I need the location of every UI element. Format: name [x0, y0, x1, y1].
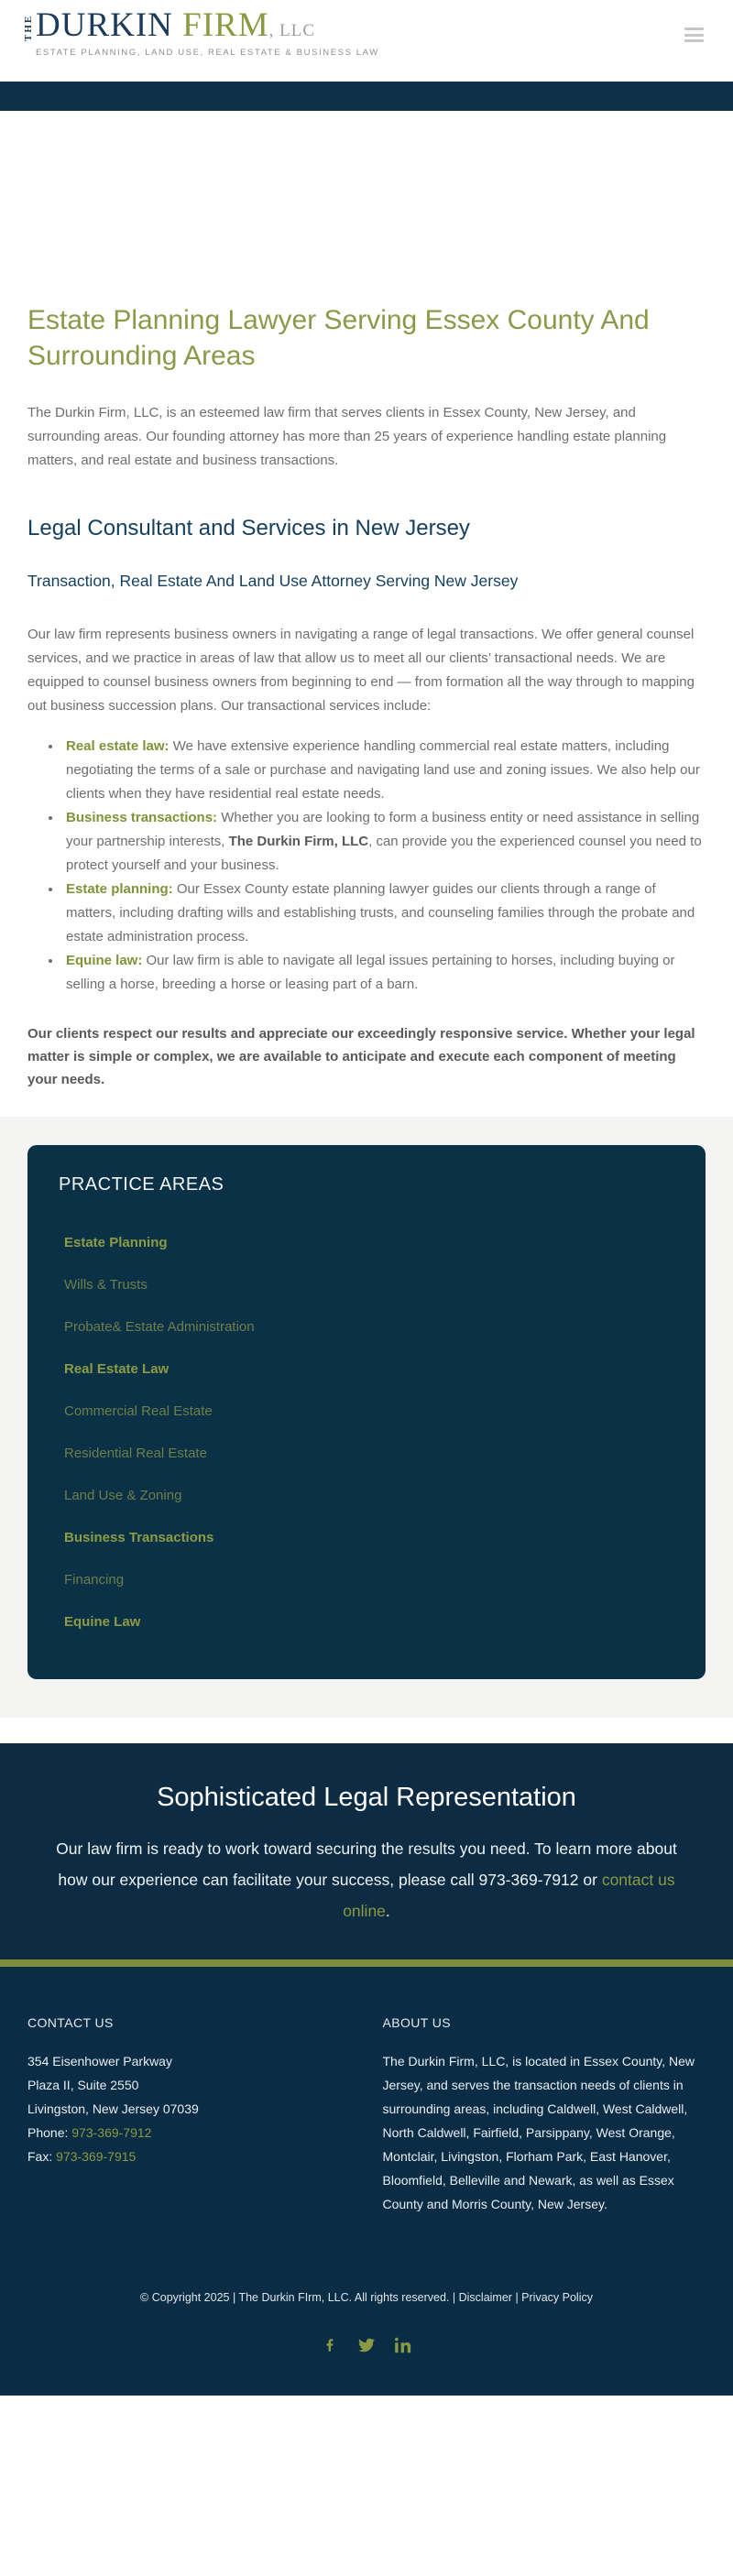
intro-paragraph: The Durkin Firm, LLC, is an esteemed law firm that serves clients in Essex County, New Jersey, and surrounding areas. Our founding attorney has more than 25 years of experience handling estate planning matters, and real estate and business transactions.	[27, 405, 667, 468]
practice-area-link-wills-trusts[interactable]: Wills & Trusts	[64, 1276, 148, 1293]
footer-about-text: The Durkin Firm, LLC, is located in Essex County, New Jersey, and serves the transaction needs of clients in surrounding areas, including Caldwell, West Caldwell, North Caldwell, Fairfield, Parsippany, West Orange, Montclair, Livingston, Florham Park, East Hanover, Bloomfield, Belleville and Newark, as well as Essex County and Morris County, New Jersey.	[382, 2054, 695, 2211]
bottom-whitespace	[0, 2396, 733, 2474]
practice-areas-title: PRACTICE AREAS	[59, 1174, 224, 1195]
social-links	[27, 2337, 706, 2353]
firm-logo[interactable]	[23, 8, 379, 58]
copyright-bar	[27, 2289, 706, 2306]
section-heading: Legal Consultant and Services in New Jersey	[27, 516, 470, 540]
phone-line	[27, 2121, 351, 2145]
service-text: Our Essex County estate planning lawyer guides our clients through a range of matters, including drafting wills and establishing trusts, and counseling families through the probate and estate administration process.	[66, 881, 695, 944]
facebook-icon[interactable]	[322, 2337, 338, 2353]
phone-link[interactable]: 973-369-7912	[71, 2125, 152, 2140]
logo-durkin-text: DURKIN	[36, 6, 183, 44]
phone-label: Phone:	[27, 2125, 72, 2140]
page-title: Estate Planning Lawyer Serving Essex County And Surrounding Areas	[27, 305, 650, 371]
practice-area-link-estate-planning[interactable]: Estate Planning	[64, 1234, 168, 1250]
services-list	[62, 735, 706, 997]
fax-line	[27, 2145, 351, 2168]
logo-firm-text: FIRM	[182, 6, 269, 44]
linkedin-icon[interactable]	[395, 2337, 411, 2353]
service-text: Whether you are looking to form a business entity or need assistance in selling your partnership interests,	[66, 810, 700, 849]
hamburger-bar	[684, 27, 704, 30]
footer-about-column	[383, 2014, 706, 2216]
service-list-item	[62, 949, 706, 997]
footer-contact-column	[27, 2014, 351, 2216]
logo-main-text	[36, 8, 379, 42]
accent-divider	[0, 1959, 733, 1967]
closing-paragraph: Our clients respect our results and appreciate our exceedingly responsive service. Whether your legal matter is simple or complex, we are available to anticipate and execute each component of meeting your needs.	[27, 1026, 695, 1087]
sub-heading: Transaction, Real Estate And Land Use Attorney Serving New Jersey	[27, 572, 519, 590]
footer-contact-title: CONTACT US	[27, 2015, 114, 2030]
address-line: 354 Eisenhower Parkway	[27, 2054, 172, 2068]
logo-the-text: THE	[23, 14, 34, 41]
footer-columns	[27, 2014, 706, 2216]
copyright-text: © Copyright 2025 | The Durkin FIrm, LLC. All rights reserved. |	[140, 2291, 456, 2304]
logo-tagline: ESTATE PLANNING, LAND USE, REAL ESTATE & BUSINESS LAW	[36, 48, 379, 58]
firm-name-strong: The Durkin Firm, LLC	[228, 834, 369, 849]
service-text: We have extensive experience handling commercial real estate matters, including negotiating the terms of a sale or purchase and navigating land use and zoning issues. We also help our clients when they have residential real estate needs.	[66, 738, 700, 802]
copyright-separator: |	[515, 2291, 519, 2304]
hamburger-menu-icon[interactable]	[684, 27, 704, 42]
twitter-glyph	[358, 2337, 375, 2353]
site-footer	[0, 1967, 733, 2396]
footer-about-title: ABOUT US	[382, 2015, 452, 2030]
address-line: Livingston, New Jersey 07039	[27, 2101, 199, 2116]
logo-text-block	[36, 8, 379, 58]
cta-section	[0, 1743, 733, 1959]
site-header	[0, 0, 733, 82]
practice-area-link-residential-real-estate[interactable]: Residential Real Estate	[64, 1445, 207, 1461]
service-text: , can provide you the experienced counsel you need to protect yourself and your business.	[66, 834, 702, 873]
hamburger-bar	[684, 34, 704, 37]
cta-text-end: .	[385, 1902, 390, 1920]
practice-area-link-commercial-real-estate[interactable]: Commercial Real Estate	[64, 1403, 213, 1419]
practice-area-link-equine-law[interactable]: Equine Law	[64, 1613, 141, 1630]
services-intro-paragraph: Our law firm represents business owners in navigating a range of legal transactions. We offer general counsel services, and we practice in areas of law that allow us to meet all our clients’ transactional needs. We are equipped to counsel business owners from beginning to end — from formation all the way through to mapping out business succession plans. Our transactional services include:	[27, 627, 695, 714]
practice-areas-section	[0, 1117, 733, 1718]
fax-link[interactable]: 973-369-7915	[56, 2149, 137, 2164]
linkedin-glyph	[395, 2337, 411, 2353]
fax-label: Fax:	[27, 2149, 57, 2164]
practice-area-link-financing[interactable]: Financing	[64, 1571, 125, 1588]
practice-areas-list	[27, 1221, 706, 1643]
hamburger-bar	[684, 39, 704, 42]
cta-text: Our law firm is ready to work toward securing the results you need. To learn more about how our experience can facilitate your success, please call 973-369-7912 or	[56, 1839, 677, 1889]
logo-llc-text: , LLC	[268, 21, 316, 40]
cta-paragraph	[50, 1833, 683, 1927]
service-lead: Equine law:	[66, 953, 143, 968]
twitter-icon[interactable]	[358, 2337, 375, 2353]
cta-title: Sophisticated Legal Representation	[157, 1783, 576, 1812]
service-lead: Business transactions:	[66, 810, 218, 825]
service-list-item	[62, 735, 706, 806]
main-content	[0, 302, 733, 1091]
facebook-glyph	[322, 2337, 338, 2353]
service-list-item	[62, 878, 706, 949]
service-lead: Estate planning:	[66, 881, 173, 897]
privacy-policy-link[interactable]: Privacy Policy	[521, 2291, 593, 2304]
practice-area-link-real-estate-law[interactable]: Real Estate Law	[64, 1360, 170, 1377]
service-lead: Real estate law:	[66, 738, 170, 754]
service-text: Our law firm is able to navigate all legal issues pertaining to horses, including buying or selling a horse, breeding a horse or leasing part of a barn.	[66, 953, 675, 992]
practice-areas-card	[27, 1145, 706, 1679]
service-list-item	[62, 806, 706, 878]
main-nav-bar	[0, 82, 733, 111]
contact-us-link[interactable]: contact us online	[343, 1871, 675, 1920]
practice-area-link-business-transactions[interactable]: Business Transactions	[64, 1529, 214, 1545]
disclaimer-link[interactable]: Disclaimer	[458, 2291, 512, 2304]
address-line: Plaza II, Suite 2550	[27, 2078, 139, 2092]
practice-area-link-probate-estate-administration[interactable]: Probate& Estate Administration	[64, 1318, 255, 1335]
practice-area-link-land-use-zoning[interactable]: Land Use & Zoning	[64, 1487, 182, 1503]
